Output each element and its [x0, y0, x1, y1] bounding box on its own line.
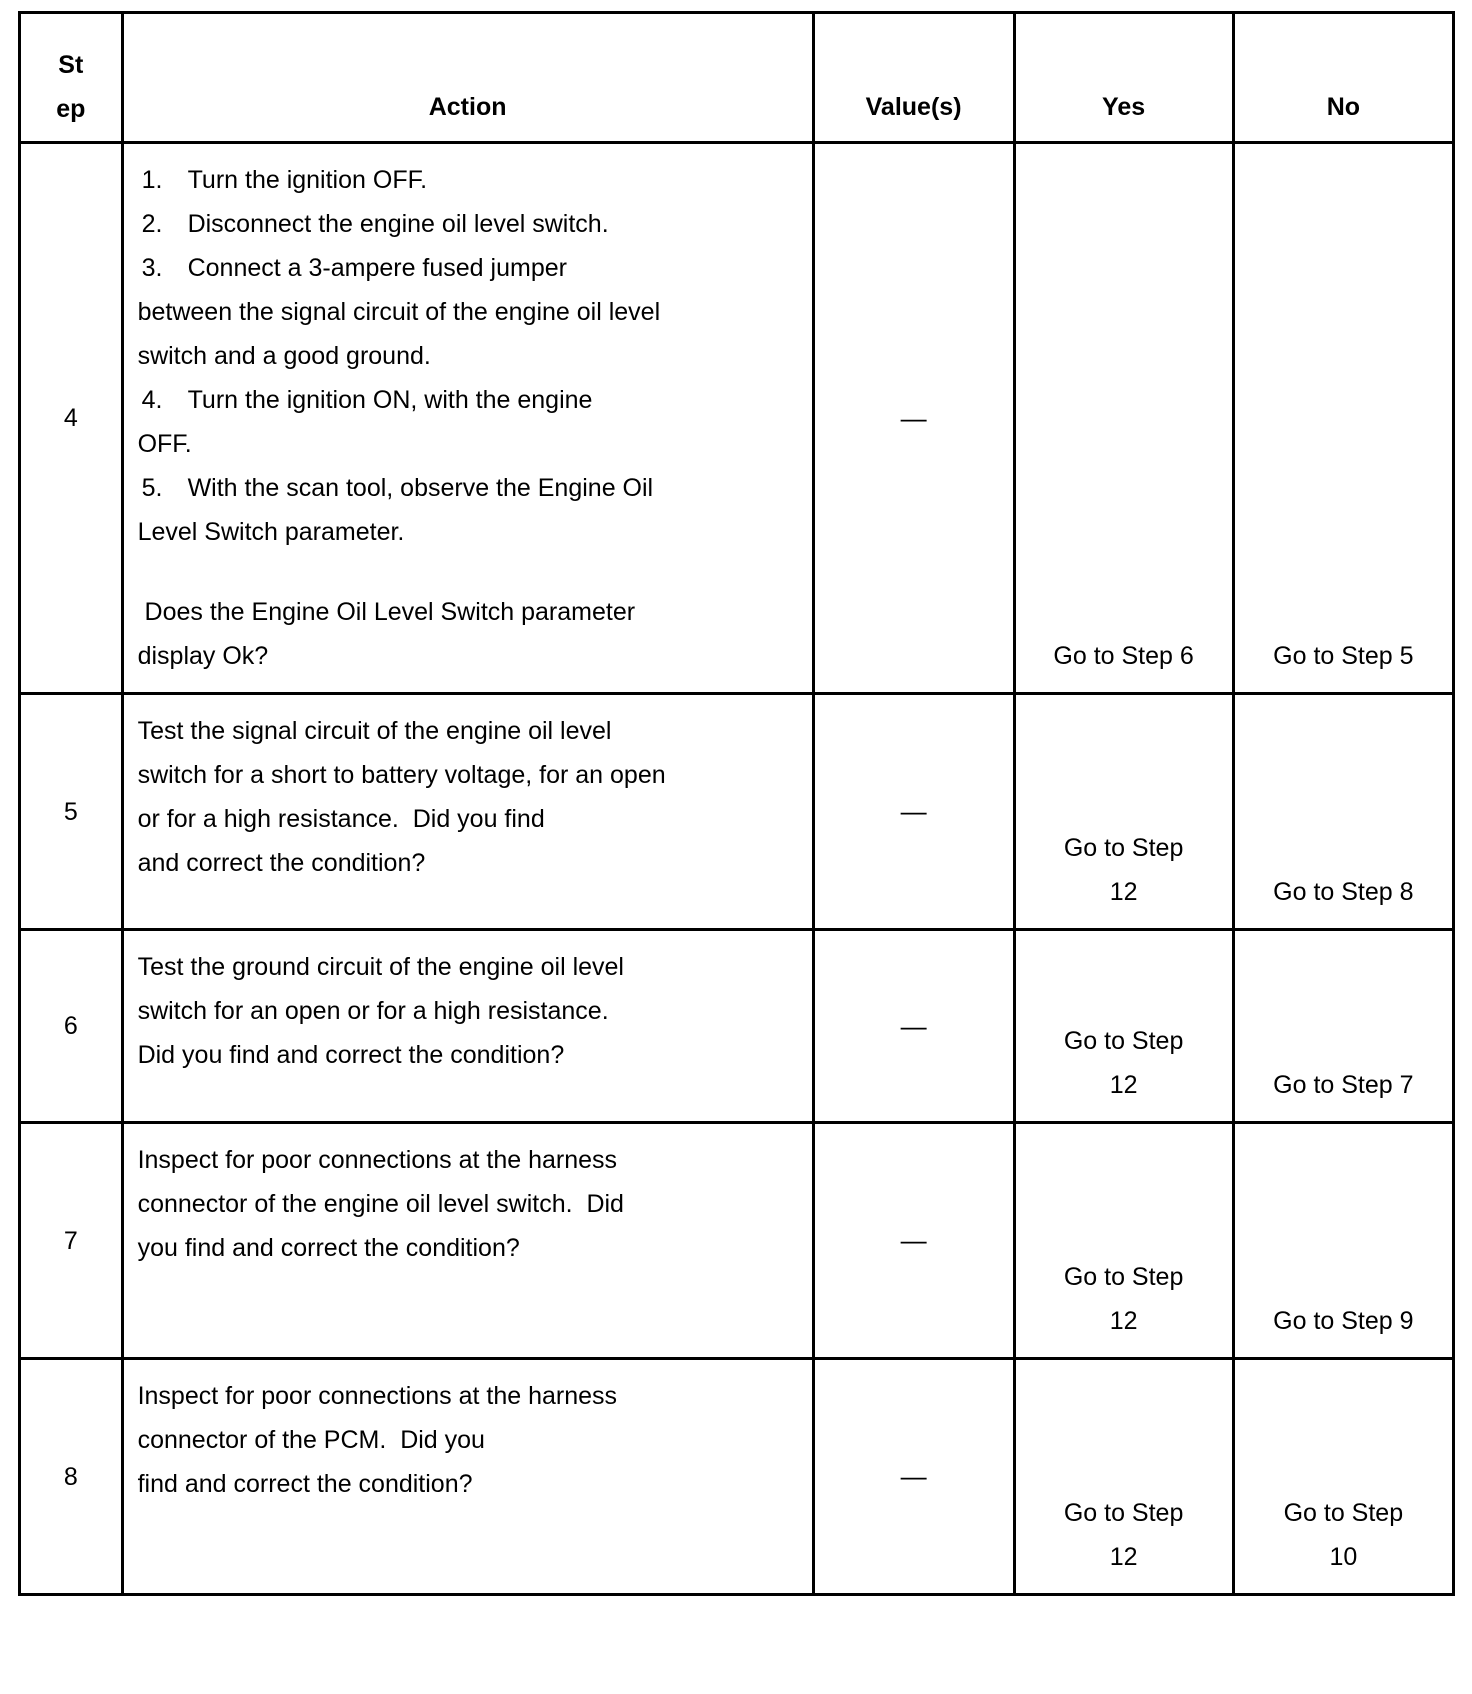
item-number: 4.	[141, 386, 163, 414]
list-item-continuation	[138, 334, 802, 378]
no-cell	[1233, 1359, 1453, 1595]
item-number: 3.	[141, 254, 163, 282]
action-line: switch for an open or for a high resistance.	[137, 997, 609, 1025]
item-text: between the signal circuit of the engine oil level	[137, 298, 661, 326]
table-row	[20, 694, 1454, 930]
item-number: 2.	[141, 210, 163, 238]
value-cell	[813, 1123, 1014, 1359]
action-cell	[122, 930, 813, 1123]
header-row	[20, 13, 1454, 143]
no-link: Go to Step 8	[1273, 878, 1414, 906]
header-action: Action	[122, 13, 813, 143]
list-item	[138, 202, 802, 246]
item-text: Connect a 3-ampere fused jumper	[187, 254, 567, 282]
list-item	[138, 246, 802, 290]
step-number: 5	[20, 694, 123, 930]
item-text: Level Switch parameter.	[137, 518, 405, 546]
no-link-step: 10	[1329, 1543, 1358, 1571]
action-cell	[122, 1359, 813, 1595]
step-number: 4	[20, 143, 123, 694]
step-number: 6	[20, 930, 123, 1123]
header-no: No	[1233, 13, 1453, 143]
item-number: 5.	[141, 474, 163, 502]
value-cell	[813, 930, 1014, 1123]
yes-cell	[1014, 694, 1233, 930]
action-line: connector of the engine oil level switch. Did	[137, 1190, 624, 1218]
action-line: Test the ground circuit of the engine oil level	[137, 953, 624, 981]
yes-cell	[1014, 143, 1233, 694]
item-text: OFF.	[137, 430, 192, 458]
action-line: Inspect for poor connections at the harness	[137, 1382, 618, 1410]
yes-link-step: 12	[1109, 1543, 1138, 1571]
yes-cell	[1014, 930, 1233, 1123]
header-yes: Yes	[1014, 13, 1233, 143]
value-cell	[813, 694, 1014, 930]
action-cell	[122, 1123, 813, 1359]
action-line: find and correct the condition?	[137, 1470, 473, 1498]
action-line: Inspect for poor connections at the harness	[137, 1146, 618, 1174]
no-cell	[1233, 694, 1453, 930]
action-line: switch for a short to battery voltage, for an open	[137, 761, 666, 789]
yes-link: Go to Step	[1063, 834, 1184, 862]
step-number: 7	[20, 1123, 123, 1359]
value-dash: —	[900, 1225, 927, 1255]
item-text: Turn the ignition ON, with the engine	[187, 386, 593, 414]
yes-link: Go to Step 6	[1053, 642, 1194, 670]
no-link: Go to Step 9	[1273, 1307, 1414, 1335]
action-line: or for a high resistance. Did you find	[137, 805, 545, 833]
action-line: connector of the PCM. Did you	[137, 1426, 485, 1454]
list-item-continuation	[138, 422, 802, 466]
action-steps-list	[138, 158, 802, 554]
yes-link-step: 12	[1109, 1307, 1138, 1335]
yes-cell	[1014, 1123, 1233, 1359]
value-dash: —	[900, 1010, 927, 1041]
no-cell	[1233, 1123, 1453, 1359]
yes-link-step: 12	[1109, 1071, 1138, 1099]
no-link: Go to Step	[1283, 1499, 1404, 1527]
value-dash: —	[900, 796, 927, 826]
list-item	[138, 466, 802, 510]
item-text: switch and a good ground.	[137, 342, 431, 370]
yes-link: Go to Step	[1063, 1499, 1184, 1527]
item-number: 1.	[141, 166, 163, 194]
diagnostic-steps-table	[18, 11, 1455, 1596]
action-line: and correct the condition?	[137, 849, 426, 877]
action-line: you find and correct the condition?	[137, 1234, 520, 1262]
yes-link: Go to Step	[1063, 1263, 1184, 1291]
no-cell	[1233, 930, 1453, 1123]
question-line: Does the Engine Oil Level Switch parameter	[137, 598, 636, 626]
yes-link: Go to Step	[1063, 1027, 1184, 1055]
table-row	[20, 1123, 1454, 1359]
list-item	[138, 158, 802, 202]
yes-link-step: 12	[1109, 878, 1138, 906]
no-cell	[1233, 143, 1453, 694]
yes-cell	[1014, 1359, 1233, 1595]
action-cell	[122, 694, 813, 930]
action-cell	[122, 143, 813, 694]
value-dash: —	[900, 1461, 927, 1491]
action-line: Test the signal circuit of the engine oil level	[137, 717, 612, 745]
list-item-continuation	[138, 510, 802, 554]
item-text: Turn the ignition OFF.	[187, 166, 428, 194]
table-row	[20, 1359, 1454, 1595]
header-step-line1: St	[58, 51, 84, 79]
header-step	[20, 13, 123, 143]
value-dash: —	[900, 402, 927, 433]
item-text: Disconnect the engine oil level switch.	[187, 210, 609, 238]
table-row	[20, 143, 1454, 694]
step-number: 8	[20, 1359, 123, 1595]
action-question	[138, 590, 802, 678]
table-row	[20, 930, 1454, 1123]
value-cell	[813, 143, 1014, 694]
list-item	[138, 378, 802, 422]
no-link: Go to Step 7	[1273, 1071, 1414, 1099]
header-values: Value(s)	[813, 13, 1014, 143]
item-text: With the scan tool, observe the Engine Oil	[187, 474, 654, 502]
no-link: Go to Step 5	[1273, 642, 1414, 670]
action-line: Did you find and correct the condition?	[137, 1041, 565, 1069]
value-cell	[813, 1359, 1014, 1595]
list-item-continuation	[138, 290, 802, 334]
question-line: display Ok?	[137, 642, 269, 670]
header-step-line2: ep	[56, 95, 86, 123]
